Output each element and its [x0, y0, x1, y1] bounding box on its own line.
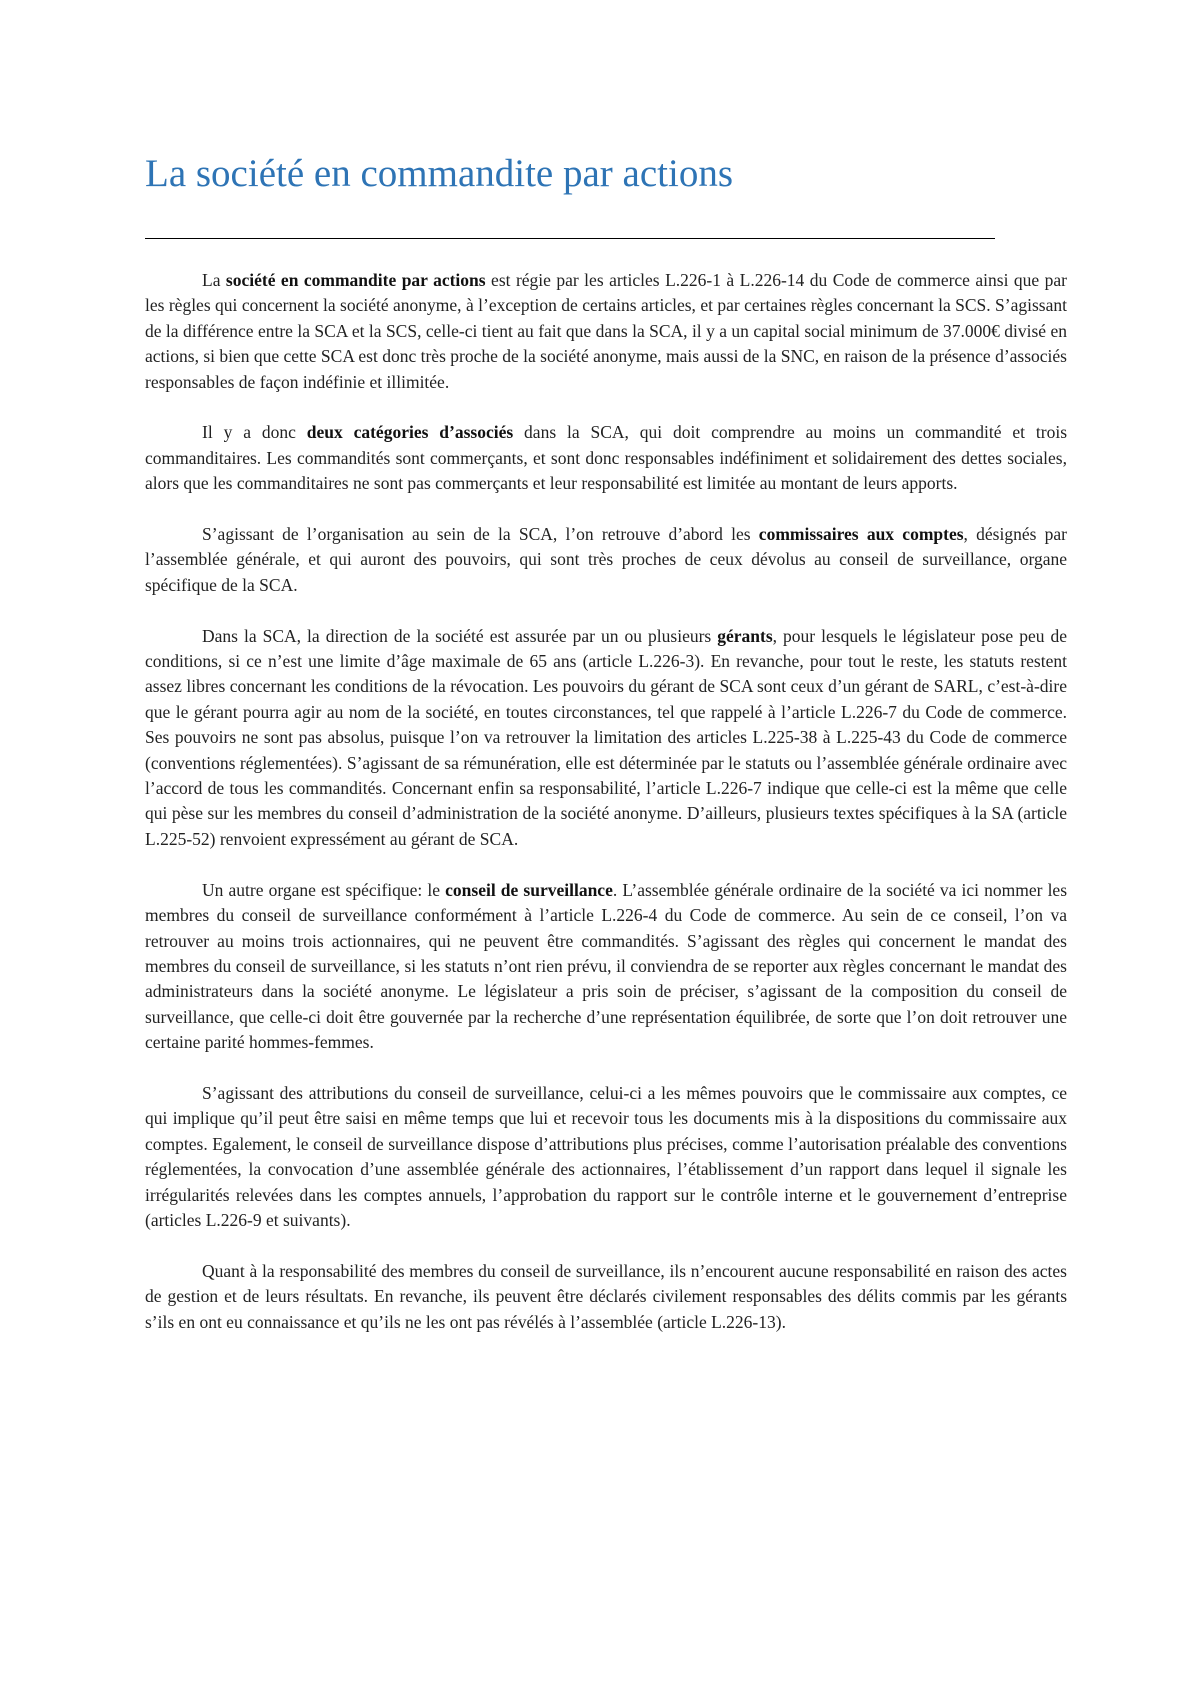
text-run: Il y a donc — [202, 422, 307, 443]
paragraph — [145, 420, 1067, 496]
document-body — [145, 268, 1067, 1335]
bold-term: deux catégories d’associés — [306, 422, 514, 443]
title-divider — [145, 238, 995, 239]
text-run: S’agissant de l’organisation au sein de la SCA, l’on retrouve d’abord les — [202, 524, 759, 545]
text-run: , désignés par l’assemblée générale, et qui auront des pouvoirs, qui sont très proches de ceux dévolus au conseil de surveillance, organe spécifique de la SCA. — [145, 524, 1067, 595]
bold-term: commissaires aux comptes — [758, 524, 964, 545]
bold-term: conseil de surveillance — [445, 879, 613, 900]
paragraph — [145, 522, 1067, 598]
paragraph — [145, 268, 1067, 395]
text-run: Dans la SCA, la direction de la société est assurée par un ou plusieurs — [202, 625, 718, 646]
bold-term: gérants — [717, 625, 773, 646]
paragraph — [145, 624, 1067, 853]
text-run: La — [202, 270, 226, 290]
page-title: La société en commandite par actions — [145, 152, 734, 195]
bold-term: société en commandite par actions — [225, 270, 486, 290]
paragraph — [145, 1259, 1067, 1335]
text-run: Un autre organe est spécifique: le — [202, 879, 446, 900]
text-run: dans la SCA, qui doit comprendre au moins un commandité et trois commanditaires. Les commandités sont commerçants, et sont donc responsables indéfiniment et solidairement des dettes sociales, alors que les commanditaires ne sont pas commerçants et leur responsabilité est limitée au montant de leurs apports. — [145, 422, 1068, 494]
paragraph — [145, 1081, 1067, 1233]
text-run: Quant à la responsabilité des membres du conseil de surveillance, ils n’encourent aucune responsabilité en raison des actes de gestion et de leurs résultats. En revanche, ils peuvent être déclarés civilement responsables des délits commis par les gérants s’ils en ont eu connaissance et qu’ils ne les ont pas révélés à l’assemblée (article L.226-13). — [145, 1260, 1067, 1332]
text-run: , pour lesquels le législateur pose peu de conditions, si ce n’est une limite d’âge maximale de 65 ans (article L.226-3). En revanche, pour tout le reste, les statuts restent assez libres concernant les conditions de la révocation. Les pouvoirs du gérant de SCA sont ceux d’un gérant de SARL, c’est-à-dire que le gérant pourra agir au nom de la société, en toutes circonstances, tel que rappelé à l’article L.226-7 du Code de commerce. Ses pouvoirs ne sont pas absolus, puisque l’on va retrouver la limitation des articles L.225-38 à L.225-43 du Code de commerce (conventions réglementées). S’agissant de sa rémunération, elle est déterminée par le statuts ou l’assemblée générale ordinaire avec l’accord de tous les commandités. Concernant enfin sa responsabilité, l’article L.226-7 indique que celle-ci est la même que celle qui pèse sur les membres du conseil d’administration de la société anonyme. D’ailleurs, plusieurs textes spécifiques à la SA (article L.225-52) renvoient expressément au gérant de SCA. — [145, 625, 1067, 849]
text-run: S’agissant des attributions du conseil de surveillance, celui-ci a les mêmes pouvoirs que le commissaire aux comptes, ce qui implique qu’il peut être saisi en même temps que lui et recevoir tous les documents mis à la dispositions du commissaire aux comptes. Egalement, le conseil de surveillance dispose d’attributions plus précises, comme l’autorisation préalable des conventions réglementées, la convocation d’une assemblée générale des actionnaires, l’établissement d’un rapport dans lequel il signale les irrégularités relevées dans les comptes annuels, l’approbation du rapport sur le contrôle interne et le gouvernement d’entreprise (articles L.226-9 et suivants). — [145, 1082, 1067, 1230]
paragraph — [145, 878, 1067, 1056]
text-run: est régie par les articles L.226-1 à L.226-14 du Code de commerce ainsi que par les règles qui concernent la société anonyme, à l’exception de certains articles, et par certaines règles concernant la SCS. S’agissant de la différence entre la SCA et la SCS, celle-ci tient au fait que dans la SCA, il y a un capital social minimum de 37.000€ divisé en actions, si bien que cette SCA est donc très proche de la société anonyme, mais aussi de la SNC, en raison de la présence d’associés responsables de façon indéfinie et illimitée. — [145, 270, 1067, 392]
text-run: . L’assemblée générale ordinaire de la société va ici nommer les membres du conseil de surveillance conformément à l’article L.226-4 du Code de commerce. Au sein de ce conseil, l’on va retrouver au moins trois actionnaires, qui ne peuvent être commandités. S’agissant des règles qui concernent le mandat des membres du conseil de surveillance, si les statuts n’ont rien prévu, il conviendra de se reporter aux règles concernant le mandat des administrateurs dans la société anonyme. Le législateur a pris soin de préciser, s’agissant de la composition du conseil de surveillance, que celle-ci doit être gouvernée par la recherche d’une représentation équilibrée, de sorte que l’on doit retrouver une certaine parité hommes-femmes. — [145, 879, 1068, 1053]
